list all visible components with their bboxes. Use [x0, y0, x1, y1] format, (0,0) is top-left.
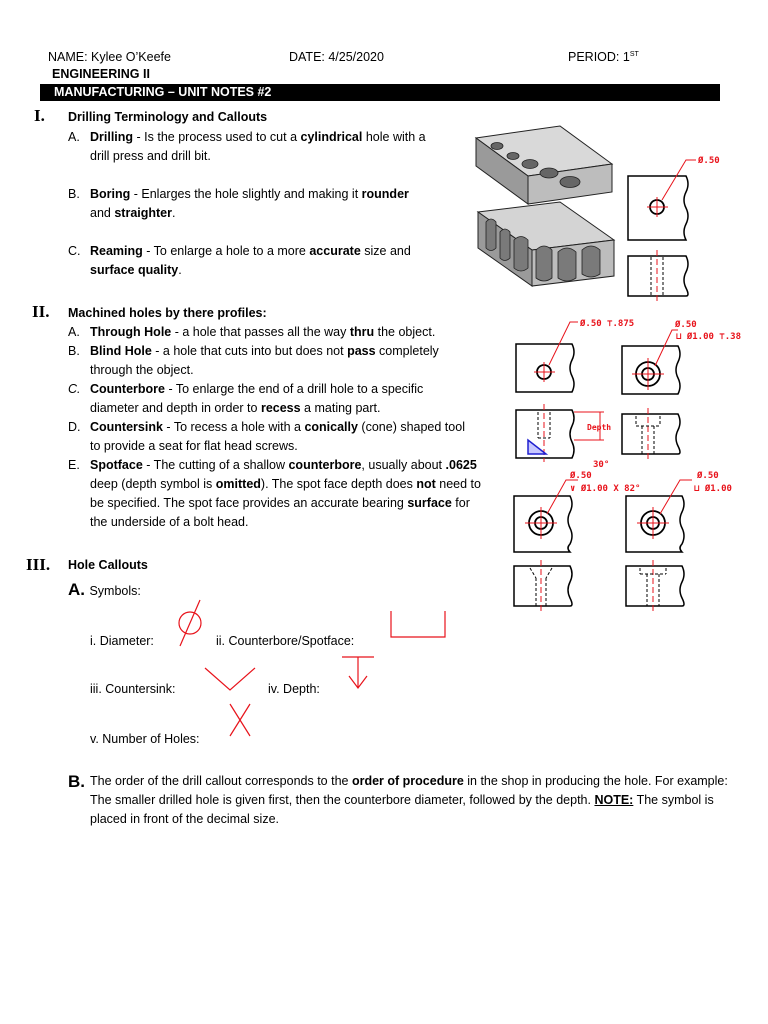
symbol-holes-label: v. Number of Holes:: [90, 732, 200, 746]
item-bold: surface: [407, 496, 452, 510]
callout-3b: ⊔ Ø1.00 ⊤.38: [676, 332, 742, 342]
item-letter: B.: [68, 187, 80, 201]
item-bold: recess: [260, 401, 301, 415]
item-letter: C.: [68, 382, 81, 396]
item-letter: A.: [68, 130, 80, 144]
item-term: Reaming: [90, 244, 143, 258]
subsection-b-letter: B.: [68, 772, 85, 791]
item-bold: not: [416, 477, 436, 491]
item-part: , usually about: [361, 458, 446, 472]
item-term: Blind Hole: [90, 344, 152, 358]
callout-4b: ∨ Ø1.00 X 82°: [570, 484, 641, 494]
callout-4a: Ø.50: [570, 471, 592, 481]
item-part: ). The spot face depth does: [260, 477, 417, 491]
callout-5b: ⊔ Ø1.00: [694, 484, 732, 494]
item-bold: pass: [347, 344, 376, 358]
callout-2: Ø.50 ⊤.875: [580, 319, 635, 329]
sub-b-part: in the shop in producing the hole. For example: The smaller drilled hole is given first, then the counterbore diameter, followed by the depth.: [90, 774, 728, 807]
item-part: hole with a drill press and drill bit.: [90, 130, 426, 163]
item-part: - The cutting of a shallow: [142, 458, 289, 472]
item-part: and: [90, 206, 115, 220]
item-bold: counterbore: [288, 458, 362, 472]
item-part: for the underside of a bolt head.: [90, 496, 470, 529]
date: DATE: 4/25/2020: [289, 50, 384, 64]
sub-b-bold: order of procedure: [351, 774, 464, 788]
item-bold: omitted: [215, 477, 261, 491]
iso-block-drilled: [476, 126, 612, 204]
item-part: - a hole that passes all the way: [171, 325, 350, 339]
unit-banner: MANUFACTURING – UNIT NOTES #2: [40, 84, 720, 101]
item-bold: conically: [304, 420, 358, 434]
item-bold: cylindrical: [300, 130, 363, 144]
item-part: - To recess a hole with a: [162, 420, 305, 434]
period-suffix: ST: [629, 50, 639, 58]
item-term: Drilling: [90, 130, 134, 144]
symbol-counterbore-label: ii. Counterbore/Spotface:: [216, 634, 355, 648]
item-part: - Is the process used to cut a: [133, 130, 301, 144]
item-term: Counterbore: [90, 382, 165, 396]
section-1-numeral: I.: [34, 106, 45, 125]
item-part: completely through the object.: [90, 344, 439, 377]
symbol-countersink-label: iii. Countersink:: [90, 682, 176, 696]
item-letter: C.: [68, 244, 81, 258]
item-bold: .0625: [445, 458, 477, 472]
section-2-numeral: II.: [32, 302, 50, 321]
item-part: .: [172, 206, 176, 220]
item-bold: surface quality: [90, 263, 179, 277]
iso-block-section: [478, 202, 614, 286]
depth-label: Depth: [587, 423, 612, 432]
item-part: - a hole that cuts into but does not: [151, 344, 348, 358]
section-1-title: Drilling Terminology and Callouts: [68, 110, 268, 124]
period-text: PERIOD: 1: [568, 50, 630, 64]
symbol-diameter-label: i. Diameter:: [90, 634, 154, 648]
item-letter: E.: [68, 458, 80, 472]
item-part: (cone) shaped tool to provide a seat for flat head screws.: [90, 420, 465, 453]
symbol-depth-label: iv. Depth:: [268, 682, 320, 696]
item-part: - To enlarge the end of a drill hole to a specific diameter and depth in order to: [90, 382, 424, 415]
item-bold: rounder: [361, 187, 409, 201]
item-term: Countersink: [90, 420, 163, 434]
angle-label: 30°: [593, 460, 610, 470]
item-part: - Enlarges the hole slightly and making it: [130, 187, 362, 201]
sub-b-note: NOTE:: [594, 793, 634, 807]
item-bold: straighter: [114, 206, 172, 220]
item-term: Boring: [90, 187, 131, 201]
sub-b-part: The order of the drill callout corresponds to the: [90, 774, 352, 788]
section-2-title: Machined holes by there profiles:: [68, 306, 267, 320]
course-title: ENGINEERING II: [52, 67, 150, 81]
item-part: .: [178, 263, 182, 277]
sub-b-part: The symbol is placed in front of the decimal size.: [90, 793, 714, 826]
item-bold: thru: [349, 325, 375, 339]
item-part: - To enlarge a hole to a more: [142, 244, 310, 258]
subsection-a-letter: A.: [68, 580, 85, 599]
item-letter: A.: [68, 325, 80, 339]
callout-5a: Ø.50: [697, 471, 719, 481]
item-part: size and: [360, 244, 411, 258]
callout-1: Ø.50: [698, 156, 720, 166]
callout-3a: Ø.50: [675, 320, 697, 330]
item-term: Through Hole: [90, 325, 172, 339]
item-part: the object.: [374, 325, 436, 339]
item-part: a mating part.: [300, 401, 381, 415]
item-letter: D.: [68, 420, 81, 434]
student-name: NAME: Kylee O’Keefe: [48, 50, 171, 64]
section-3-numeral: III.: [26, 555, 51, 574]
item-part: need to be specified. The spot face provides an accurate bearing: [90, 477, 481, 510]
item-letter: B.: [68, 344, 80, 358]
item-part: deep (depth symbol is: [90, 477, 216, 491]
item-term: Spotface: [90, 458, 143, 472]
subsection-a-text: Symbols:: [89, 584, 141, 598]
section-3-title: Hole Callouts: [68, 558, 148, 572]
item-bold: accurate: [309, 244, 361, 258]
